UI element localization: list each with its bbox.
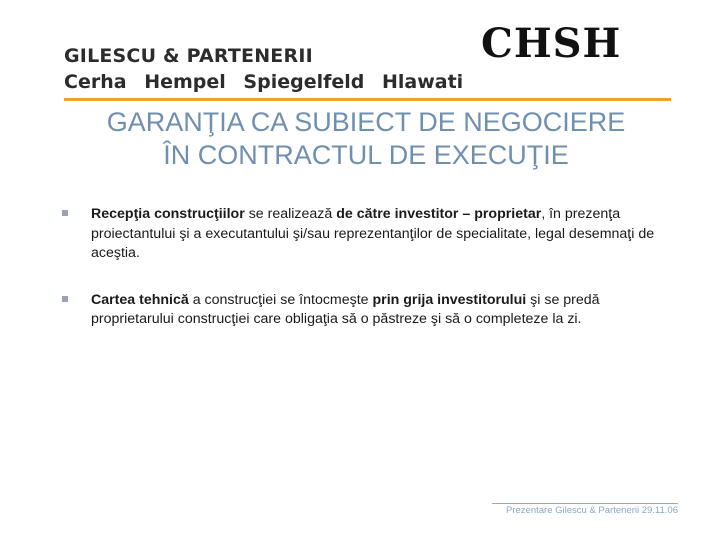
bullet-bold-text: prin grija investitorului xyxy=(372,291,527,308)
bullet-list xyxy=(62,205,668,357)
footer-divider xyxy=(492,503,678,504)
slide-title xyxy=(60,106,672,172)
partner-name: Hempel xyxy=(144,71,226,93)
chsh-logo: CHSH xyxy=(481,20,622,67)
bullet-bold-text: Cartea tehnică xyxy=(91,291,189,308)
bullet-item xyxy=(62,205,668,264)
bullet-square-icon xyxy=(62,210,68,216)
bullet-square-icon xyxy=(62,296,68,302)
footer-text: Prezentare Gilescu & Partenerii 29.11.06 xyxy=(506,505,678,516)
partner-names xyxy=(64,70,474,94)
bullet-item xyxy=(62,291,668,330)
firm-logo xyxy=(64,44,474,94)
partner-name: Hlawati xyxy=(381,71,464,93)
bullet-bold-text: Recepţia construcţiilor xyxy=(91,206,245,222)
bullet-text: , în prezenţa proiectantului şi a executantului şi/sau reprezentanţilor de specialitate, legal desemnaţi de aceştia. xyxy=(91,206,655,261)
partner-name: Cerha xyxy=(64,71,127,93)
bullet-text: şi se predă proprietarului construcţiei care obligaţia să o păstreze şi să o completeze la zi. xyxy=(91,291,600,327)
bullet-text: a construcţiei se întocmeşte xyxy=(188,291,373,308)
bullet-bold-text: de către investitor – proprietar xyxy=(336,206,542,222)
partner-name: Spiegelfeld xyxy=(243,71,365,93)
title-line-2: ÎN CONTRACTUL DE EXECUŢIE xyxy=(163,140,569,170)
bullet-text: se realizează xyxy=(244,206,337,222)
title-line-1: GARANŢIA CA SUBIECT DE NEGOCIERE xyxy=(106,107,626,137)
firm-name: GILESCU & PARTENERII xyxy=(64,45,313,67)
header-divider xyxy=(64,98,671,101)
